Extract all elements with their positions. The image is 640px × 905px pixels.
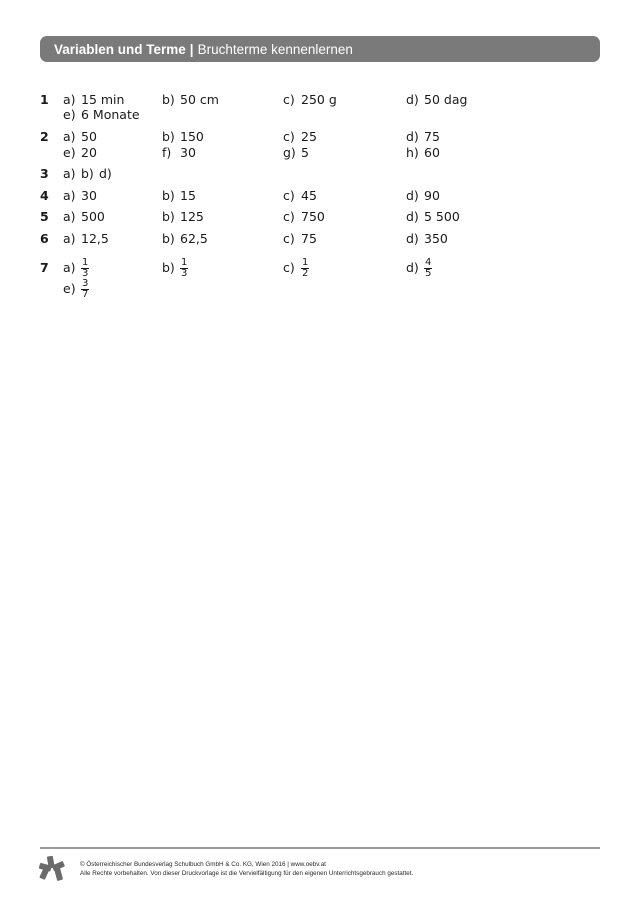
answer-item: c) 25 [283, 129, 317, 144]
problem-number: 3 [40, 166, 49, 181]
answer-item: b) 50 cm [162, 92, 219, 107]
fraction: $\frac{1}{2}$ [302, 257, 309, 279]
answer-item: b) $\frac{1}{3}$ [162, 257, 188, 279]
answer-item: c) 250 g [283, 92, 337, 107]
answer-item: a) [63, 166, 76, 181]
answer-item: a) 50 [63, 129, 97, 144]
answer-item: b) 62,5 [162, 231, 208, 246]
footer-copyright [80, 860, 413, 878]
problem-number: 4 [40, 188, 49, 203]
fraction: $\frac{1}{3}$ [82, 257, 89, 279]
answer-item: c) 750 [283, 209, 325, 224]
answer-item: b) 15 [162, 188, 196, 203]
answer-item: g) 5 [283, 145, 309, 160]
footer-line-2: Alle Rechte vorbehalten. Von dieser Druckvorlage ist die Vervielfältigung für den eigenen Unterrichtsgebrauch gestattet. [80, 870, 414, 877]
answer-item: d) 5 500 [406, 209, 460, 224]
answer-item: d) 90 [406, 188, 440, 203]
header-subtitle: Bruchterme kennenlernen [197, 41, 353, 57]
answer-item: a) 30 [63, 188, 97, 203]
answer-item: e) $\frac{3}{7}$ [63, 278, 89, 300]
answer-item: a) 500 [63, 209, 105, 224]
answer-item: f) 30 [162, 145, 196, 160]
answer-item: d) [99, 166, 112, 181]
answer-item: h) 60 [406, 145, 440, 160]
problem-number: 7 [40, 260, 49, 275]
answer-item: c) $\frac{1}{2}$ [283, 257, 309, 279]
problem-number: 2 [40, 129, 49, 144]
answer-item: e) 6 Monate [63, 107, 140, 122]
answer-item: d) 75 [406, 129, 440, 144]
problem-number: 1 [40, 92, 49, 107]
answer-item: b) 125 [162, 209, 204, 224]
header-separator: | [189, 41, 194, 57]
answer-item: c) 75 [283, 231, 317, 246]
oebv-star-logo-icon [38, 855, 66, 883]
answer-item: a) $\frac{1}{3}$ [63, 257, 89, 279]
answer-item: d) $\frac{4}{5}$ [406, 257, 432, 279]
fraction: $\frac{3}{7}$ [82, 278, 89, 300]
answer-item: e) 20 [63, 145, 97, 160]
footer-line-1: © Österreichischer Bundesverlag Schulbuch GmbH & Co. KG, Wien 2016 | www.oebv.at [80, 861, 326, 868]
answer-item: c) 45 [283, 188, 317, 203]
problem-number: 5 [40, 209, 49, 224]
answer-item: a) 12,5 [63, 231, 109, 246]
answer-item: a) 15 min [63, 92, 125, 107]
fraction: $\frac{4}{5}$ [425, 257, 432, 279]
problem-number: 6 [40, 231, 49, 246]
fraction: $\frac{1}{3}$ [181, 257, 188, 279]
header-title: Variablen und Terme [54, 41, 186, 57]
answer-item: b) 150 [162, 129, 204, 144]
answer-item: d) 50 dag [406, 92, 468, 107]
answer-item: b) [81, 166, 94, 181]
page-header-bar [40, 36, 600, 62]
answer-item: d) 350 [406, 231, 448, 246]
footer-divider [40, 847, 600, 849]
